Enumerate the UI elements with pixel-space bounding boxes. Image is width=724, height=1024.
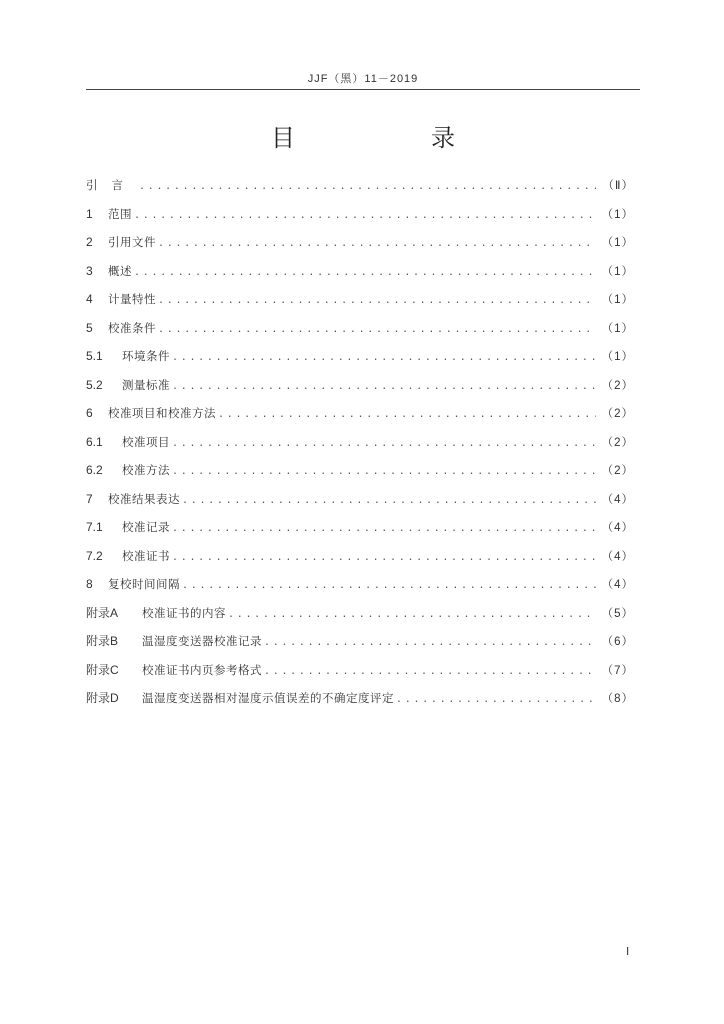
toc-leader-dots: [228, 606, 596, 624]
toc-entry-number: 5.1: [86, 349, 103, 363]
toc-entry-label: 校准结果表达: [108, 491, 180, 506]
toc-leader-dots: [182, 492, 596, 510]
toc-entry-label: 计量特性: [108, 292, 156, 306]
toc-entry-1[interactable]: [86, 205, 634, 234]
toc-entry-page: （2）: [601, 465, 634, 477]
toc-leader-dots: [182, 577, 596, 595]
toc-entry-7-1[interactable]: [86, 518, 634, 547]
toc-entry-appendix-c[interactable]: [86, 661, 634, 690]
toc-entry-appendix-d[interactable]: [86, 689, 634, 718]
toc-entry-number: 3: [86, 263, 93, 278]
toc-entry-label: 温湿度变送器相对湿度示值误差的不确定度评定: [142, 691, 394, 705]
toc-entry-intro[interactable]: [86, 176, 634, 205]
toc-entry-page: （4）: [601, 522, 634, 534]
toc-leader-dots: [158, 321, 596, 339]
toc-entry-number: 附录C: [86, 662, 119, 677]
toc-entry-number: 附录B: [86, 634, 119, 648]
toc-entry-7[interactable]: [86, 490, 634, 519]
toc-entry-5-2[interactable]: [86, 376, 634, 405]
toc-entry-number: 5.2: [86, 377, 103, 392]
toc-entry-number: 附录A: [86, 605, 119, 620]
toc-entry-number: 6.1: [86, 434, 103, 449]
toc-entry-label: 校准方法: [122, 463, 170, 477]
toc-leader-dots: [139, 178, 596, 196]
toc-entry-number: 1: [86, 206, 93, 221]
toc-entry-6-2[interactable]: [86, 461, 634, 490]
toc-entry-page: （2）: [601, 436, 634, 449]
toc-entry-6[interactable]: [86, 404, 634, 433]
toc-leader-dots: [218, 406, 596, 424]
toc-entry-label: 温湿度变送器校准记录: [142, 634, 262, 648]
page-title: 目 录: [271, 124, 511, 152]
toc-entry-page: （5）: [601, 607, 634, 620]
toc-entry-number: 7.1: [86, 520, 103, 534]
toc-leader-dots: [264, 663, 596, 681]
toc-leader-dots: [264, 634, 596, 652]
toc-entry-label: 引用文件: [108, 235, 156, 249]
toc-leader-dots: [134, 264, 596, 282]
toc-entry-label: 校准项目和校准方法: [108, 406, 216, 420]
table-of-contents: [86, 176, 634, 718]
toc-entry-page: （Ⅱ）: [602, 180, 634, 192]
toc-leader-dots: [172, 463, 596, 481]
toc-entry-number: 附录D: [86, 691, 119, 705]
toc-leader-dots: [172, 549, 596, 567]
toc-entry-5[interactable]: [86, 319, 634, 348]
toc-entry-page: （1）: [601, 265, 634, 278]
document-code-header: JJF（黑）11－2019: [307, 73, 419, 85]
toc-entry-2[interactable]: [86, 233, 634, 262]
toc-entry-6-1[interactable]: [86, 433, 634, 462]
toc-entry-page: （1）: [601, 237, 634, 249]
toc-leader-dots: [158, 292, 596, 310]
toc-entry-7-2[interactable]: [86, 547, 634, 576]
toc-entry-appendix-a[interactable]: [86, 604, 634, 633]
toc-entry-number: 7: [86, 491, 93, 506]
toc-leader-dots: [172, 435, 596, 453]
toc-entry-label: 复校时间间隔: [108, 577, 180, 591]
header-divider: [86, 89, 640, 90]
toc-entry-label: 校准项目: [122, 434, 170, 449]
toc-entry-number: 7.2: [86, 548, 103, 563]
toc-entry-4[interactable]: [86, 290, 634, 319]
toc-leader-dots: [172, 349, 596, 367]
toc-entry-number: 5: [86, 320, 93, 335]
toc-entry-page: （1）: [601, 208, 634, 221]
toc-leader-dots: [172, 520, 596, 538]
toc-leader-dots: [172, 378, 596, 396]
toc-entry-number: 8: [86, 577, 93, 591]
toc-entry-page: （2）: [601, 379, 634, 392]
toc-entry-label: 概述: [108, 263, 132, 278]
toc-entry-page: （4）: [601, 579, 634, 591]
toc-entry-page: （1）: [601, 294, 634, 306]
toc-entry-page: （4）: [601, 550, 634, 563]
toc-entry-label: 范围: [108, 206, 132, 221]
toc-entry-label: 校准证书: [122, 548, 170, 563]
toc-leader-dots: [158, 235, 596, 253]
toc-entry-page: （7）: [601, 664, 634, 677]
toc-entry-number: 2: [86, 235, 93, 249]
toc-leader-dots: [396, 691, 596, 709]
toc-entry-number: 4: [86, 292, 93, 306]
toc-entry-8[interactable]: [86, 575, 634, 604]
toc-entry-label: 环境条件: [122, 349, 170, 363]
toc-entry-page: （6）: [601, 636, 634, 648]
toc-entry-page: （1）: [601, 322, 634, 335]
toc-entry-number: 6.2: [86, 463, 103, 477]
toc-entry-3[interactable]: [86, 262, 634, 291]
toc-leader-dots: [134, 207, 596, 225]
toc-entry-label: 引言: [86, 178, 137, 192]
toc-entry-label: 校准条件: [108, 320, 156, 335]
toc-entry-5-1[interactable]: [86, 347, 634, 376]
toc-entry-page: （4）: [601, 493, 634, 506]
toc-entry-page: （8）: [601, 693, 634, 705]
toc-entry-label: 测量标准: [122, 377, 170, 392]
toc-entry-number: 6: [86, 406, 93, 420]
page-number: Ⅰ: [626, 946, 630, 958]
toc-entry-label: 校准证书的内容: [142, 605, 226, 620]
toc-entry-label: 校准证书内页参考格式: [142, 662, 262, 677]
toc-entry-appendix-b[interactable]: [86, 632, 634, 661]
toc-entry-page: （2）: [601, 408, 634, 420]
toc-entry-page: （1）: [601, 351, 634, 363]
toc-entry-label: 校准记录: [122, 520, 170, 534]
